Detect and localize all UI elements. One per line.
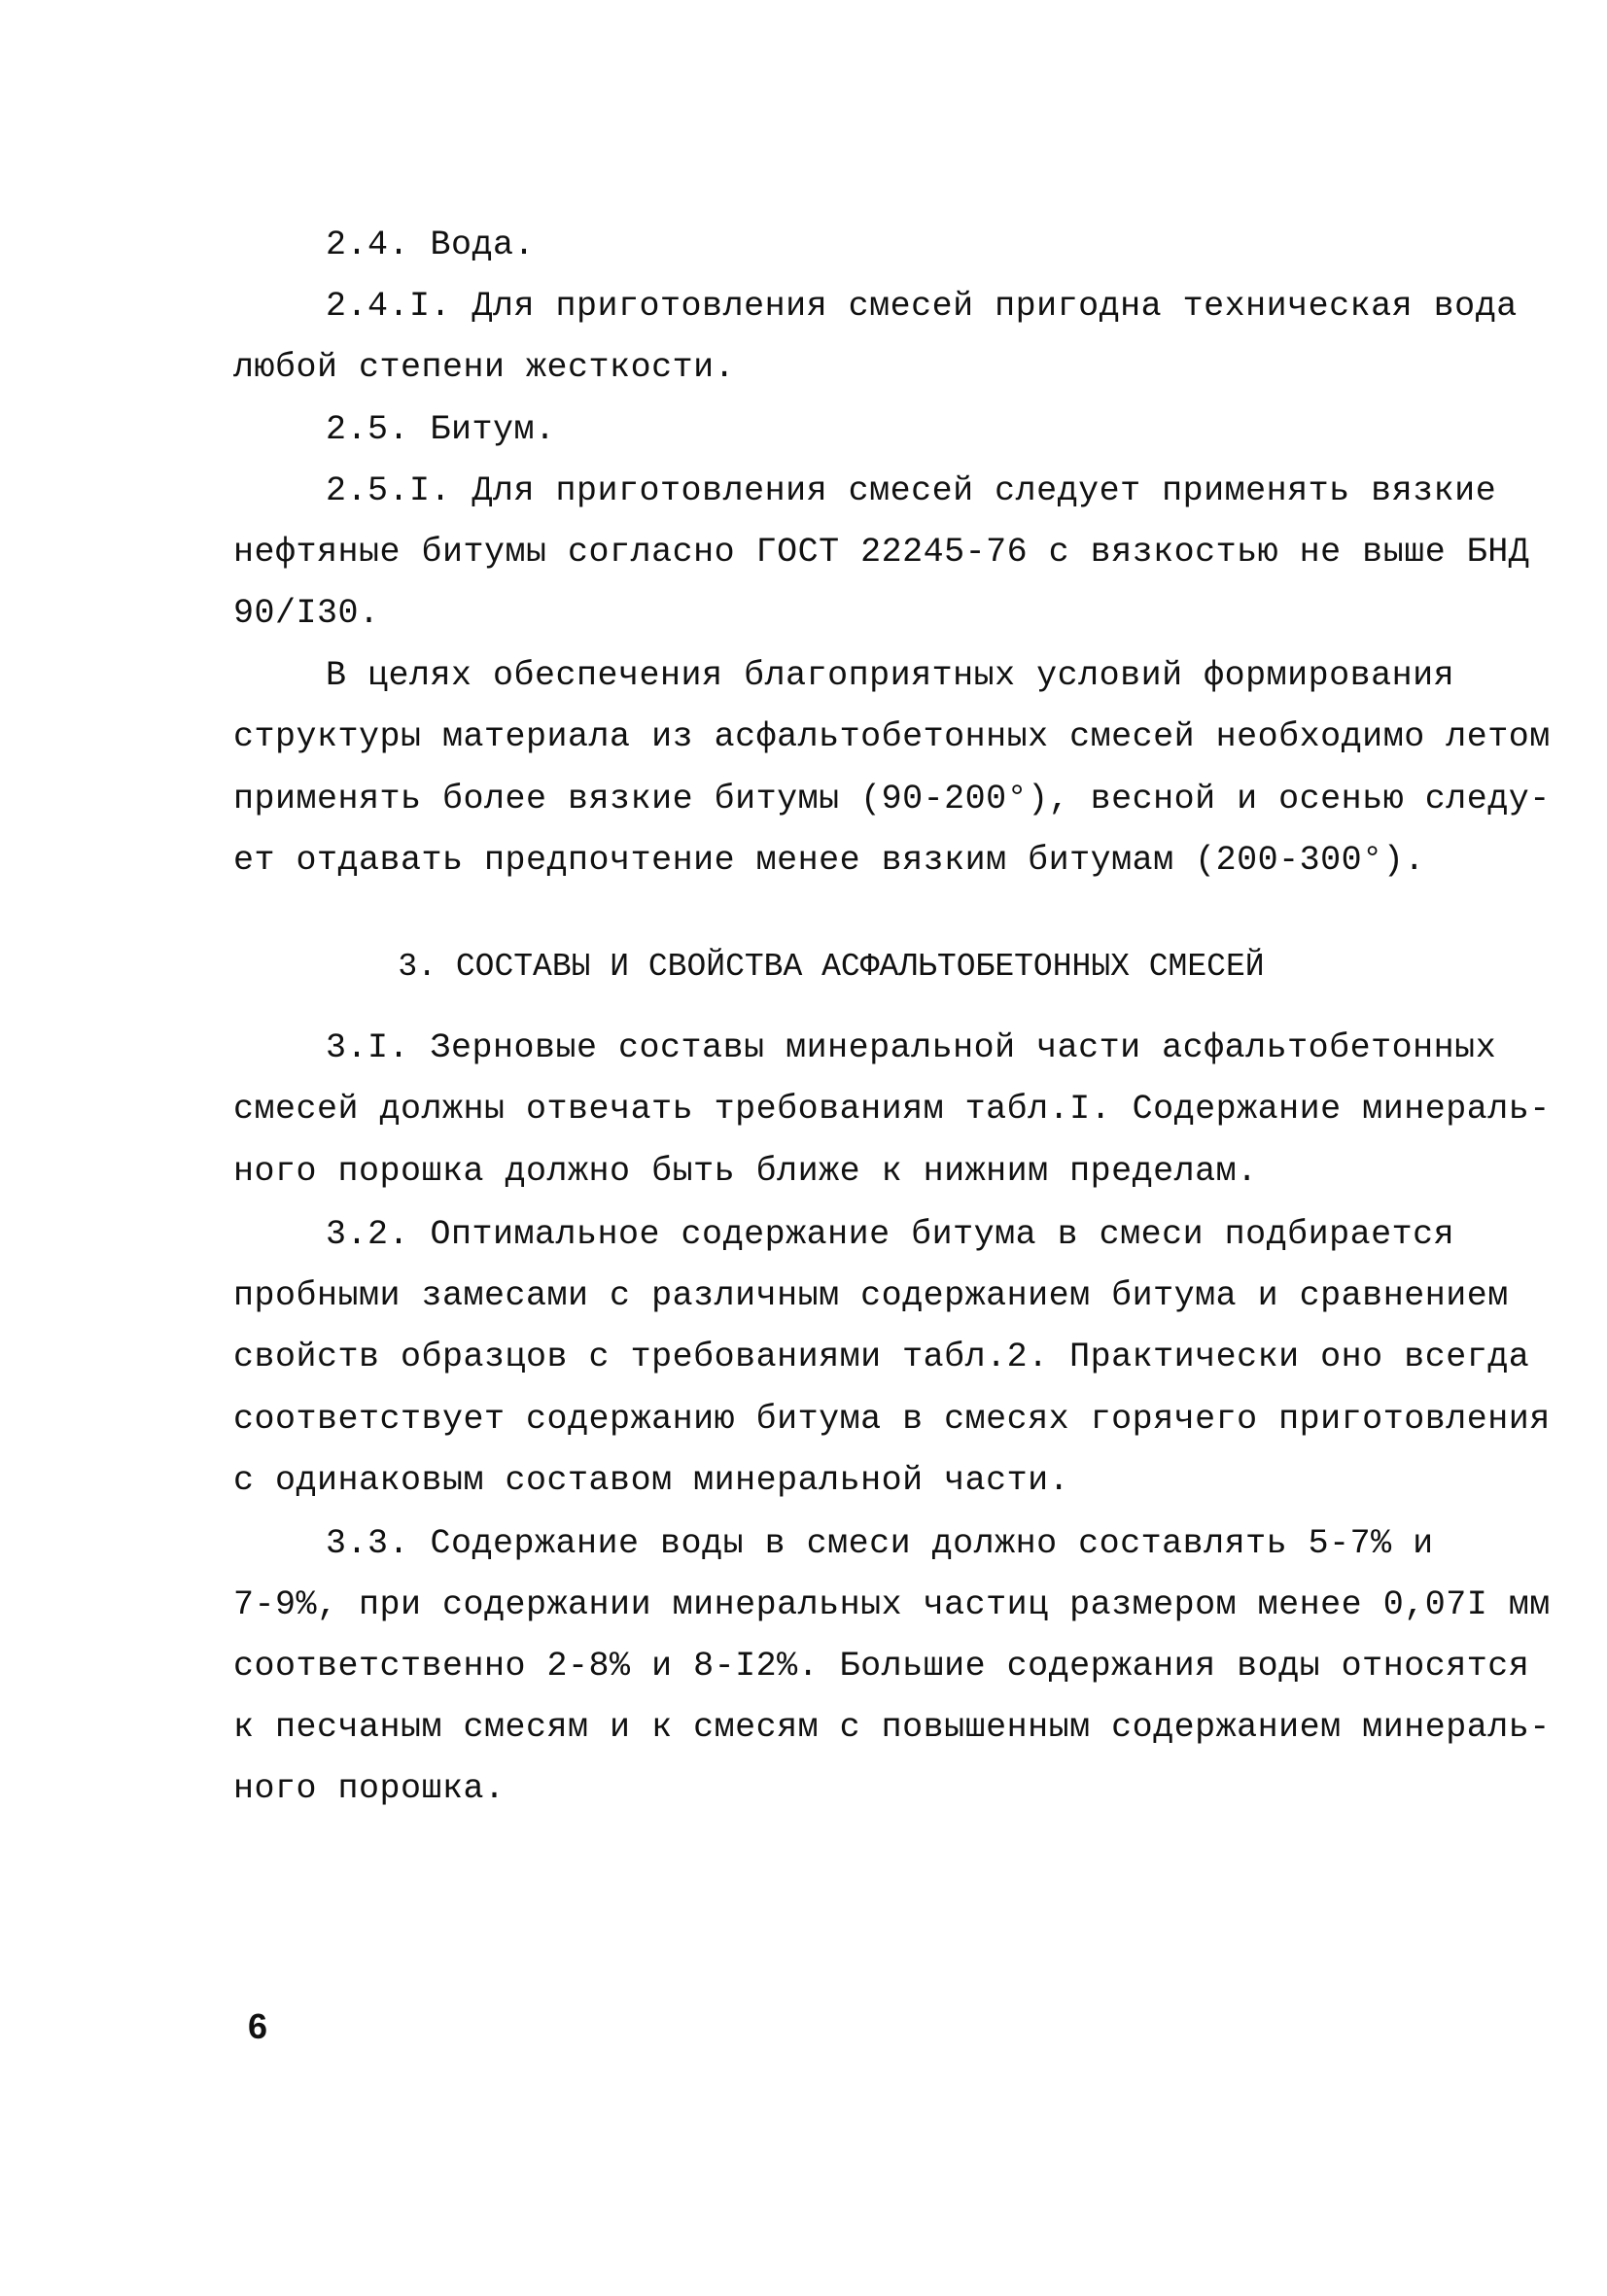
paragraph-line: 3.2. Оптимальное содержание битума в смеси подбирается (326, 1215, 1455, 1254)
paragraph-line: к песчаным смесям и к смесям с повышенным содержанием минераль- (233, 1708, 1551, 1747)
paragraph-line: 3.I. Зерновые составы минеральной части асфальтобетонных (326, 1028, 1497, 1067)
paragraph-line: соответствует содержанию битума в смесях горячего приготовления (233, 1400, 1551, 1439)
paragraph-line: пробными замесами с различным содержанием битума и сравнением (233, 1276, 1509, 1315)
paragraph-line: ного порошка. (233, 1769, 506, 1808)
paragraph-line: 2.5.I. Для приготовления смесей следует применять вязкие (326, 471, 1497, 510)
paragraph-line: свойств образцов с требованиями табл.2. Практически оно всегда (233, 1338, 1530, 1376)
chapter-heading: 3. СОСТАВЫ И СВОЙСТВА АСФАЛЬТОБЕТОННЫХ СМЕСЕЙ (398, 949, 1265, 985)
paragraph-line: В целях обеспечения благоприятных условий формирования (326, 656, 1455, 695)
paragraph-line: 2.4.I. Для приготовления смесей пригодна техническая вода (326, 287, 1518, 326)
paragraph-line: применять более вязкие битумы (90-200°), весной и осенью следу- (233, 780, 1551, 818)
paragraph-line: ет отдавать предпочтение менее вязким битумам (200-300°). (233, 841, 1425, 880)
paragraph-line: нефтяные битумы согласно ГОСТ 22245-76 с вязкостью не выше БНД (233, 533, 1530, 572)
paragraph-line: с одинаковым составом минеральной части. (233, 1461, 1070, 1500)
paragraph-line: 3.3. Содержание воды в смеси должно составлять 5-7% и (326, 1524, 1434, 1563)
paragraph-line: смесей должны отвечать требованиям табл.I. Содержание минераль- (233, 1090, 1551, 1129)
paragraph-line: любой степени жесткости. (233, 348, 736, 387)
paragraph-line: 7-9%, при содержании минеральных частиц размером менее 0,07I мм (233, 1585, 1551, 1624)
paragraph-line: соответственно 2-8% и 8-I2%. Большие содержания воды относятся (233, 1647, 1530, 1686)
paragraph-line: структуры материала из асфальтобетонных смесей необходимо летом (233, 717, 1551, 756)
page-number: 6 (248, 2006, 268, 2046)
section-heading-bitumen: 2.5. Битум. (326, 410, 556, 449)
section-heading-water: 2.4. Вода. (326, 226, 536, 264)
paragraph-line: ного порошка должно быть ближе к нижним пределам. (233, 1152, 1258, 1191)
paragraph-line: 90/I30. (233, 594, 380, 633)
